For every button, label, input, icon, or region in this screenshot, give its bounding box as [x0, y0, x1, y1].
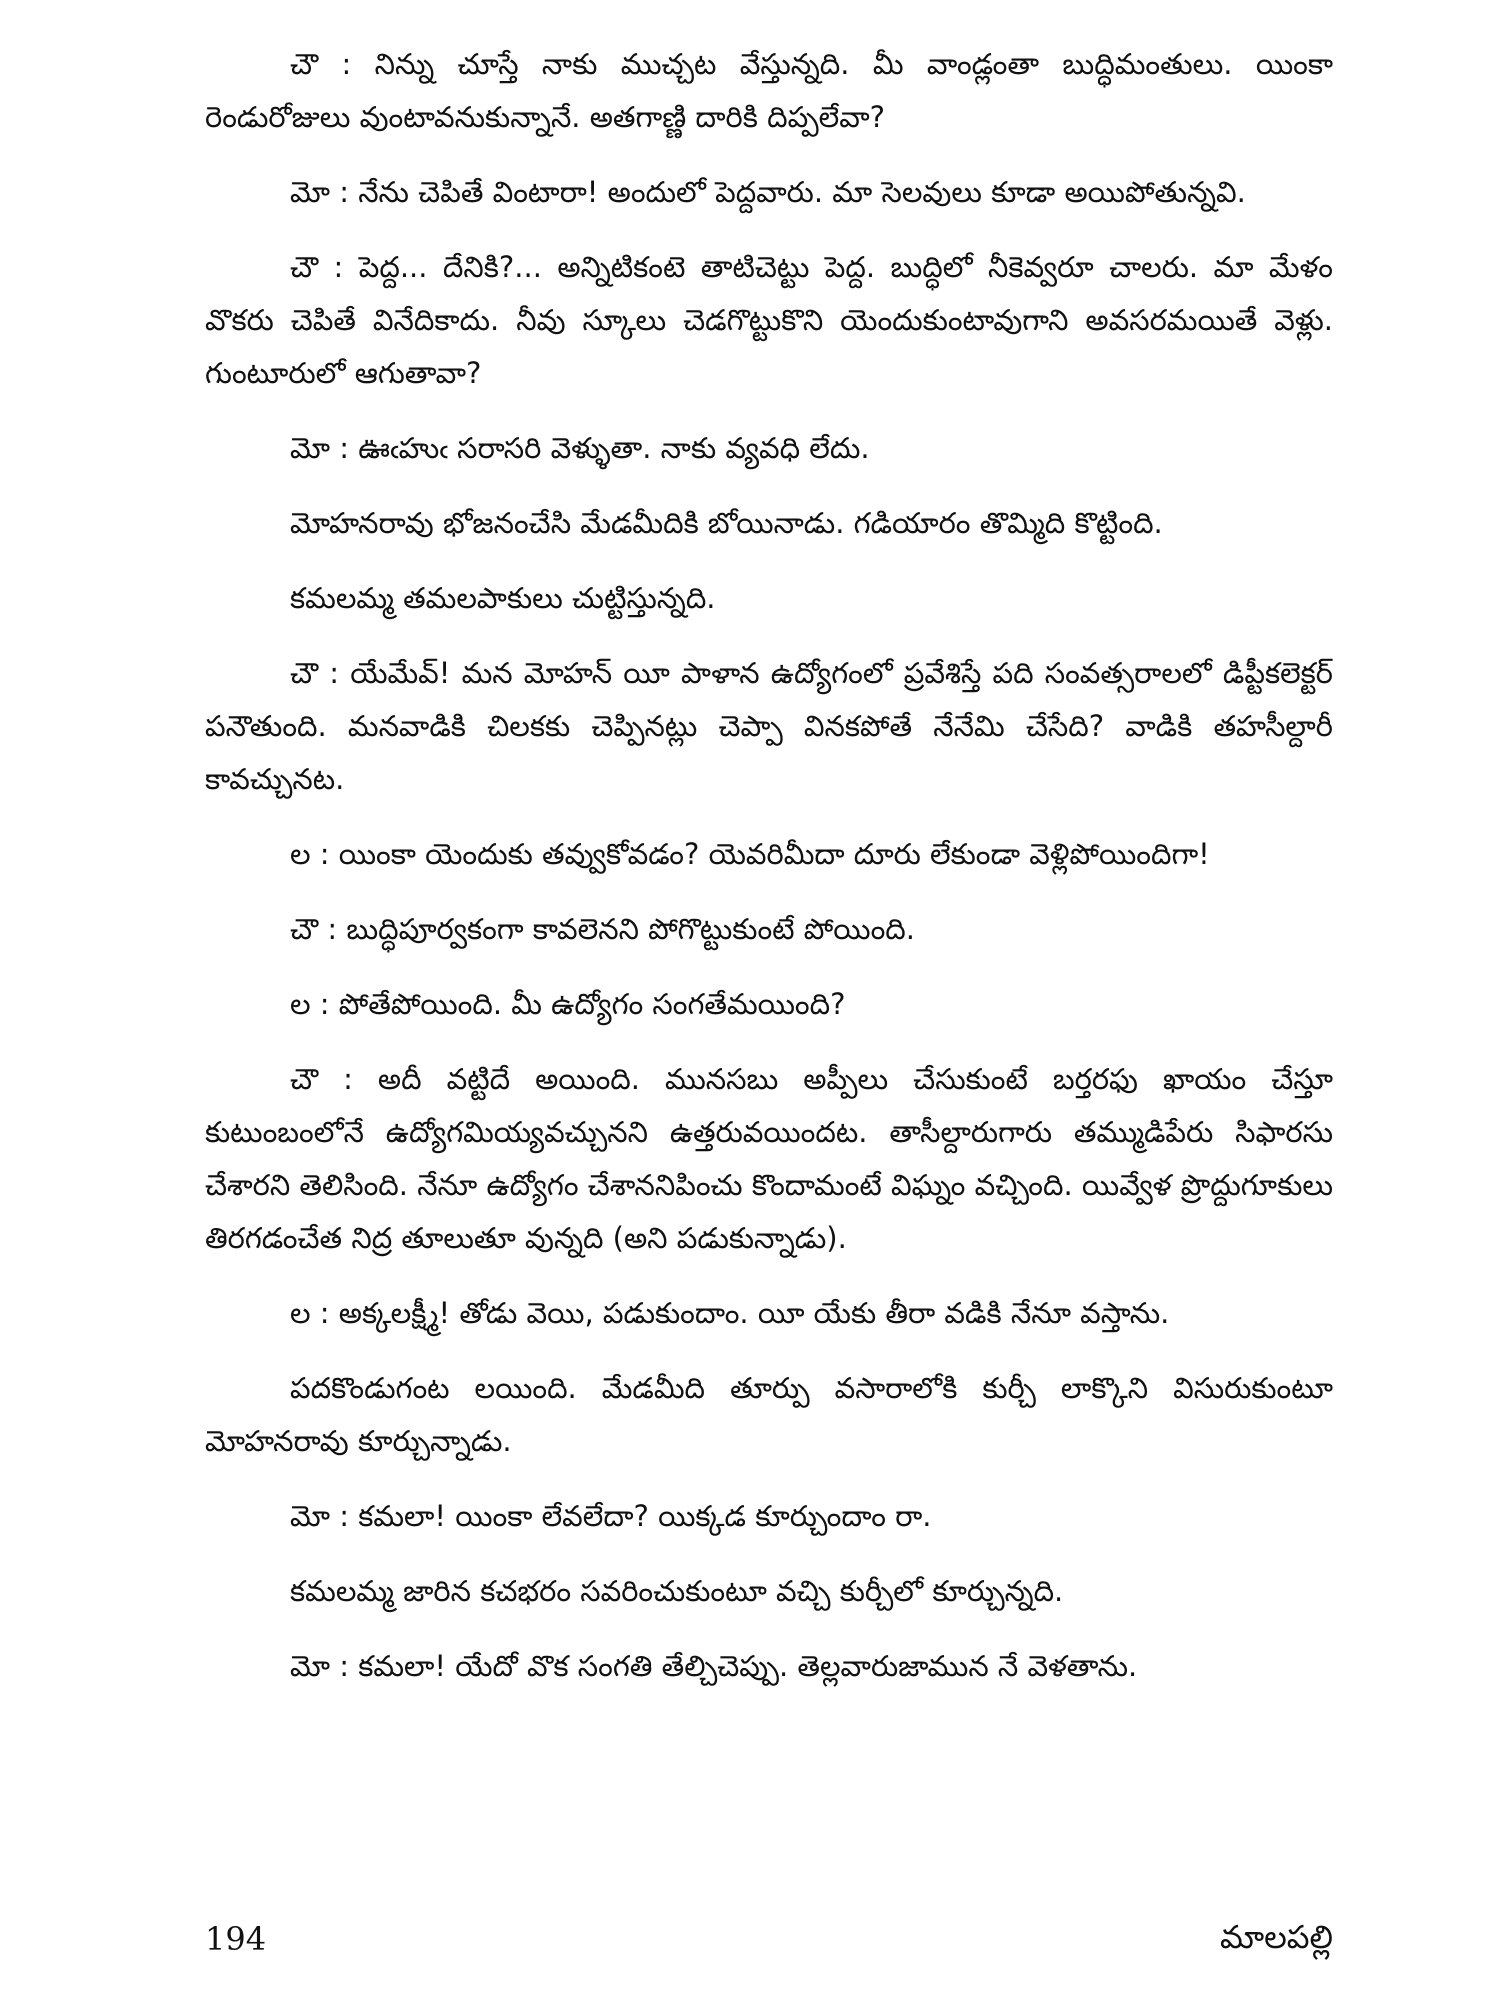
paragraph-5: మోహనరావు భోజనంచేసి మేడమీదికి బోయినాడు. గడియారం తొమ్మిది కొట్టింది.: [290, 506, 1163, 540]
paragraph-4: మో : ఊఁహుఁ సరాసరి వెళ్ళుతా. నాకు వ్యవధి లేదు.: [290, 431, 870, 465]
paragraph-9: చౌ : బుద్ధిపూర్వకంగా కావలెనని పోగొట్టుకుంటే పోయింది.: [290, 912, 915, 946]
paragraph-11: చౌ : అదీ వట్టిదే అయింది. మునసబు అప్పీలు చేసుకుంటే బర్తరఫు ఖాయం చేస్తూ కుటుంబంలోనే ఉద్యోగమియ్యవచ్చునని ఉత్తరువయిందట. తాసీల్దారుగారు తమ్ముడిపేరు సిఫారసు చేశారని తెలిసింది. నేనూ ఉద్యోగం చేశాననిపించు కొందామంటే విఘ్నం వచ్చింది. యివ్వేళ ప్రొద్దుగూకులు తిరగడంచేత నిద్ర తూలుతూ వున్నది (అని పడుకున్నాడు).: [205, 1062, 1333, 1255]
paragraph-14: మో : కమలా! యింకా లేవలేదా? యిక్కడ కూర్చుందాం రా.: [290, 1499, 932, 1533]
paragraph-12: ల : అక్కలక్ష్మీ! తోడు వెయి, పడుకుందాం. యీ యేకు తీరా వడికి నేనూ వస్తాను.: [290, 1296, 1170, 1330]
paragraph-6: కమలమ్మ తమలపాకులు చుట్టిస్తున్నది.: [290, 581, 716, 615]
paragraph-1: చౌ : నిన్ను చూస్తే నాకు ముచ్చట వేస్తున్నది. మీ వాండ్లంతా బుద్ధిమంతులు. యింకా రెండురోజులు వుంటావనుకున్నానే. అతగాణ్ణి దారికి దిప్పలేవా?: [205, 47, 1333, 134]
paragraph-16: మో : కమలా! యేదో వొక సంగతి తేల్చిచెప్పు. తెల్లవారుజామున నే వెళతాను.: [290, 1649, 1138, 1683]
paragraph-3: చౌ : పెద్ద... దేనికి?... అన్నిటికంటె తాటిచెట్టు పెద్ద. బుద్ధిలో నీకెవ్వరూ చాలరు. మా మేళం వొకరు చెపితే వినేదికాదు. నీవు స్కూలు చెడగొట్టుకొని యెందుకుంటావుగాని అవసరమయితే వెళ్లు. గుంటూరులో ఆగుతావా?: [205, 250, 1333, 390]
page-number: 194: [205, 1920, 267, 1958]
paragraph-8: ల : యింకా యెందుకు తవ్వుకోవడం? యెవరిమీదా దూరు లేకుండా వెళ్లిపోయిందిగా!: [290, 837, 1210, 871]
book-title: మాలపల్లి: [1219, 1918, 1333, 1956]
paragraph-10: ల : పోతేపోయింది. మీ ఉద్యోగం సంగతేమయింది?: [290, 987, 846, 1021]
paragraph-7: చౌ : యేమేవ్! మన మోహన్ యీ పాళాన ఉద్యోగంలో ప్రవేశిస్తే పది సంవత్సరాలలో డిప్టీకలెక్టర్ పనౌతుంది. మనవాడికి చిలకకు చెప్పినట్లు చెప్పా వినకపోతే నేనేమి చేసేది? వాడికి తహసీల్దారీ కావచ్చునట.: [205, 656, 1333, 796]
paragraph-13: పదకొండుగంట లయింది. మేడమీది తూర్పు వసారాలోకి కుర్చీ లాక్కొని విసురుకుంటూ మోహనరావు కూర్చున్నాడు.: [205, 1371, 1333, 1458]
paragraph-15: కమలమ్మ జారిన కచభరం సవరించుకుంటూ వచ్చి కుర్చీలో కూర్చున్నది.: [290, 1574, 1064, 1608]
page-body: [205, 38, 1333, 1715]
paragraph-2: మో : నేను చెపితే వింటారా! అందులో పెద్దవారు. మా సెలవులు కూడా అయిపోతున్నవి.: [290, 175, 1246, 209]
